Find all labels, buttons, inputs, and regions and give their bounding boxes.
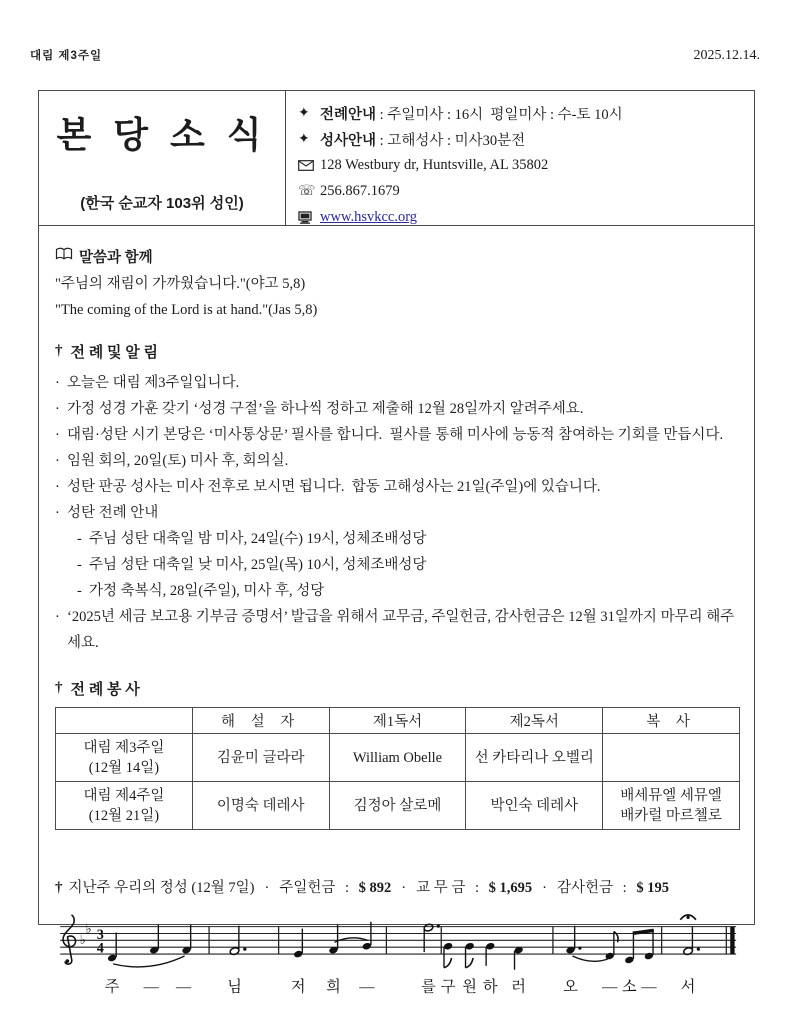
liturgical-service-heading-text: 전 례 봉 사 [70,682,140,698]
cell-altar-server: 배세뮤엘 세뮤엘 배카럴 마르첼로 [603,782,740,830]
info-line-liturgy [298,100,748,126]
measure-5 [443,942,524,970]
announcement-item [55,500,740,526]
bullet-icon: - [77,531,82,547]
dot-separator: · [264,880,270,896]
cell-first-reading: William Obelle [329,734,466,782]
liturgical-service-table [55,707,740,830]
announcement-item [55,370,740,396]
lyric-syllable: 님 [227,978,242,996]
flat-signs [80,922,92,948]
measure-6 [565,926,654,965]
info-line-address [298,152,748,178]
offering-label: 교 무 금 [416,880,466,896]
music-staff [55,909,755,1005]
lyric-syllable: — [602,978,618,996]
lyric-syllable: 러 [511,978,526,996]
time-signature [97,927,104,957]
issue-label: 대림 제3주일 [30,50,103,62]
page-title: 본 당 소 식 [56,114,268,155]
measure-4 [423,923,440,952]
bullet-icon: · [55,427,60,443]
lyric-syllable: 하 [482,978,498,996]
info-label: 전례안내 [320,106,377,123]
bulletin-body [39,246,754,1005]
col-week [56,708,193,734]
fermata-icon [680,915,696,920]
lyric-syllable: 서 [680,978,696,996]
bullet-icon: · [55,375,60,391]
announcement-item [55,474,740,500]
measure-1 [107,925,192,967]
bullet-icon: · [55,401,60,417]
info-line-website [298,204,748,230]
svg-text:4: 4 [96,940,104,957]
table-header-row [56,708,740,734]
col-altar-server: 복 사 [603,708,740,734]
offering-amount: $ 195 [636,880,669,896]
offering-label: 주일헌금 [279,880,336,896]
announcement-item [55,552,740,578]
col-commentator: 해 설 자 [192,708,329,734]
bullet-icon: · [55,479,60,495]
col-second-reading: 제2독서 [466,708,603,734]
announcement-item [55,422,740,448]
offering-amount: $ 892 [358,880,392,896]
announcement-item [55,604,740,656]
lyric-syllable: 저 [290,978,306,996]
colon: : [619,880,631,896]
announcement-text: 오늘은 대림 제3주일입니다. [67,375,240,391]
phone-icon: ☏ [298,183,316,199]
hymn-lyrics [105,977,696,995]
bullet-icon: · [55,609,60,625]
info-text: : 주일미사 : 16시 평일미사 : 수-토 10시 [376,106,623,123]
final-barline [730,927,734,954]
website-link[interactable]: www.hsvkcc.org [320,208,418,225]
page-subtitle: (한국 순교자 103위 성인) [80,195,244,212]
announcement-text: 대림·성탄 시기 본당은 ‘미사통상문’ 필사를 합니다. 필사를 통해 미사에 능동적 참여하는 기회를 만듭시다. [67,427,724,443]
col-first-reading: 제1독서 [329,708,466,734]
phone-text: 256.867.1679 [320,182,400,199]
svg-text:3: 3 [96,926,104,943]
announcement-item [55,396,740,422]
cell-week: 대림 제4주일 (12월 21일) [56,782,193,830]
cell-altar-server [603,734,740,782]
cross-icon: † [55,343,63,359]
colon: : [471,880,483,896]
lyric-syllable: 오 [563,978,578,996]
cross-icon: † [55,680,63,696]
measure-7 [680,915,700,956]
offering-amount: $ 1,695 [488,880,533,896]
diamond-star-icon: ✦ [298,131,310,147]
lyric-syllable: 주 [104,978,120,996]
svg-text:♭: ♭ [79,932,86,948]
colon: : [341,880,353,896]
scripture-quote-korean: "주님의 재림이 가까웠습니다."(야고 5,8) [55,276,306,292]
lyric-syllable: — [176,978,192,996]
cell-second-reading: 박인숙 데레사 [466,782,603,830]
offering-label: 감사헌금 [557,880,614,896]
dot-separator: · [542,880,548,896]
cell-week: 대림 제3주일 (12월 14일) [56,734,193,782]
diamond-star-icon: ✦ [298,105,310,121]
word-heading-text: 말씀과 함께 [79,250,153,266]
dot-separator: · [401,880,407,896]
lyric-syllable: 를 [421,978,436,996]
open-book-icon [55,247,73,266]
cell-second-reading: 선 카타리나 오벨리 [466,734,603,782]
scripture-quote-english: "The coming of the Lord is at hand."(Jas 5,8) [55,302,318,318]
liturgical-service-heading [55,678,740,699]
cell-commentator: 이명숙 데레사 [192,782,329,830]
info-text: : 고해성사 : 미사30분전 [376,132,526,149]
lyric-syllable: 소 [621,978,637,996]
masthead [39,91,754,226]
cross-icon: † [55,880,63,896]
cell-commentator: 김윤미 글라라 [192,734,329,782]
announcement-text: 주님 성탄 대축일 낮 미사, 25일(목) 10시, 성체조배성당 [89,557,427,573]
announcement-item [55,526,740,552]
bulletin-box [38,90,755,996]
bullet-icon: - [77,557,82,573]
announcement-text: 성탄 전례 안내 [67,505,159,521]
info-label: 성사안내 [320,132,377,149]
info-line-phone [298,178,748,204]
offering-summary [55,876,740,897]
masthead-info-cell [286,91,754,225]
info-line-sacrament [298,126,748,152]
hymn-score [55,909,740,1005]
announcement-text: 가정 성경 가훈 갖기 ‘성경 구절’을 하나씩 정하고 제출해 12월 28일까지 알려주세요. [67,401,584,417]
bullet-icon: · [55,505,60,521]
announcements-heading-text: 전 례 및 알 림 [70,345,158,361]
address-text: 128 Westbury dr, Huntsville, AL 35802 [320,156,549,173]
treble-clef-icon [63,915,75,964]
announcement-list [55,370,740,656]
announcement-text: 주님 성탄 대축일 밤 미사, 24일(수) 19시, 성체조배성당 [89,531,427,547]
announcement-item [55,578,740,604]
lyric-syllable: 원 [462,978,477,996]
top-margin-row [30,47,760,64]
announcement-text: 가정 축복식, 28일(주일), 미사 후, 성당 [89,583,325,599]
lyric-syllable: — [641,978,657,996]
announcement-item [55,448,740,474]
date-label: 2025.12.14. [693,48,760,63]
table-row [56,782,740,830]
masthead-title-cell [39,91,286,225]
announcement-text: ‘2025년 세금 보고용 기부금 증명서’ 발급을 위해서 교무금, 주일헌금, 감사헌금은 12월 31일까지 마무리 해주세요. [67,609,735,651]
svg-text:♭: ♭ [85,922,92,937]
bullet-icon: - [77,583,82,599]
announcements-heading [55,341,740,362]
announcement-text: 성탄 판공 성사는 미사 전후로 보시면 됩니다. 합동 고해성사는 21일(주일)에 있습니다. [67,479,601,495]
word-section-heading [55,246,740,267]
table-row [56,734,740,782]
announcement-text: 임원 회의, 20일(토) 미사 후, 회의실. [67,453,289,469]
computer-icon [298,211,320,224]
mail-icon [298,160,320,171]
lyric-syllable: — [359,978,375,996]
bullet-icon: · [55,453,60,469]
lyric-syllable: 희 [326,978,341,996]
cell-first-reading: 김정아 살로메 [329,782,466,830]
lyric-syllable: — [143,978,159,996]
beam [633,930,654,933]
offering-heading: 지난주 우리의 정성 (12월 7일) [68,880,255,896]
lyric-syllable: 구 [440,978,456,996]
